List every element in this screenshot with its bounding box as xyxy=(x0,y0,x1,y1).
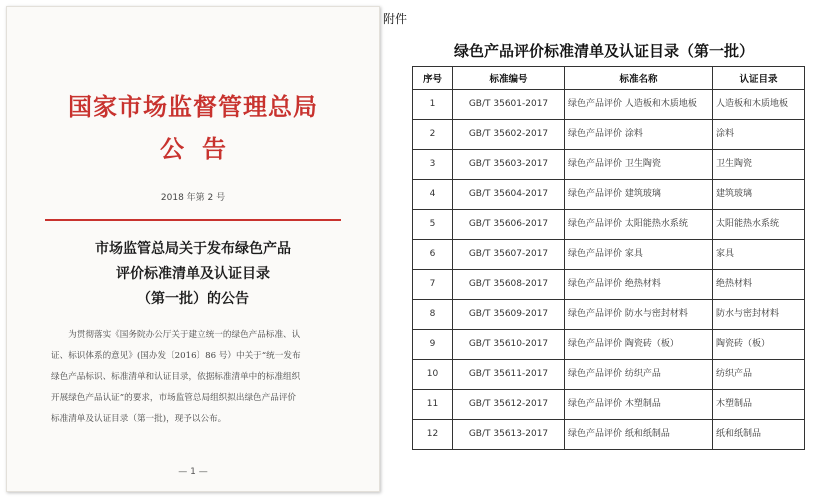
cell-name: 绿色产品评价 绝热材料 xyxy=(565,270,713,300)
cell-code: GB/T 35612-2017 xyxy=(453,390,565,420)
body-line: 标准清单及认证目录（第一批)，现予以公布。 xyxy=(51,414,227,424)
announcement-page xyxy=(6,6,380,492)
cell-no: 3 xyxy=(413,150,453,180)
document-title xyxy=(7,237,379,312)
cell-no: 8 xyxy=(413,300,453,330)
col-header-name: 标准名称 xyxy=(565,67,713,90)
page-number: — 1 — xyxy=(178,467,208,477)
cell-no: 7 xyxy=(413,270,453,300)
col-header-code: 标准编号 xyxy=(453,67,565,90)
title-line: 市场监管总局关于发布绿色产品 xyxy=(95,241,291,257)
table-row xyxy=(413,330,805,360)
body-line: 为贯彻落实《国务院办公厅关于建立统一的绿色产品标准、认 xyxy=(68,330,301,340)
cell-name: 绿色产品评价 纺织产品 xyxy=(565,360,713,390)
cell-name: 绿色产品评价 建筑玻璃 xyxy=(565,180,713,210)
cell-name: 绿色产品评价 家具 xyxy=(565,240,713,270)
cell-no: 11 xyxy=(413,390,453,420)
cell-code: GB/T 35611-2017 xyxy=(453,360,565,390)
cell-catalog: 防水与密封材料 xyxy=(713,300,805,330)
cell-code: GB/T 35602-2017 xyxy=(453,120,565,150)
cell-code: GB/T 35606-2017 xyxy=(453,210,565,240)
table-row xyxy=(413,120,805,150)
cell-code: GB/T 35603-2017 xyxy=(453,150,565,180)
cell-no: 5 xyxy=(413,210,453,240)
cell-no: 6 xyxy=(413,240,453,270)
cell-name: 绿色产品评价 太阳能热水系统 xyxy=(565,210,713,240)
cell-catalog: 陶瓷砖（板） xyxy=(713,330,805,360)
cell-code: GB/T 35604-2017 xyxy=(453,180,565,210)
col-header-catalog: 认证目录 xyxy=(713,67,805,90)
annex-label: 附件 xyxy=(383,12,408,26)
cell-catalog: 纺织产品 xyxy=(713,360,805,390)
document-number: 2018 年第 2 号 xyxy=(160,193,226,203)
body-line: 绿色产品标识、标准清单和认证目录，依据标准清单中的标准组织 xyxy=(51,372,301,382)
cell-catalog: 建筑玻璃 xyxy=(713,180,805,210)
cell-no: 1 xyxy=(413,90,453,120)
cell-catalog: 涂料 xyxy=(713,120,805,150)
table-row xyxy=(413,210,805,240)
cell-catalog: 卫生陶瓷 xyxy=(713,150,805,180)
cell-name: 绿色产品评价 木塑制品 xyxy=(565,390,713,420)
cell-catalog: 绝热材料 xyxy=(713,270,805,300)
cell-name: 绿色产品评价 人造板和木质地板 xyxy=(565,90,713,120)
cell-code: GB/T 35607-2017 xyxy=(453,240,565,270)
cell-no: 4 xyxy=(413,180,453,210)
cell-catalog: 木塑制品 xyxy=(713,390,805,420)
table-row xyxy=(413,420,805,450)
table-row xyxy=(413,240,805,270)
cell-catalog: 家具 xyxy=(713,240,805,270)
table-row xyxy=(413,300,805,330)
red-divider xyxy=(45,219,341,221)
cell-no: 2 xyxy=(413,120,453,150)
cell-no: 9 xyxy=(413,330,453,360)
cell-catalog: 太阳能热水系统 xyxy=(713,210,805,240)
table-row xyxy=(413,150,805,180)
cell-code: GB/T 35610-2017 xyxy=(453,330,565,360)
table-row xyxy=(413,90,805,120)
cell-name: 绿色产品评价 涂料 xyxy=(565,120,713,150)
cell-code: GB/T 35601-2017 xyxy=(453,90,565,120)
document-body xyxy=(51,325,339,430)
agency-name: 国家市场监督管理总局 xyxy=(68,92,318,121)
title-line: 评价标准清单及认证目录 xyxy=(116,266,270,282)
title-line: （第一批）的公告 xyxy=(137,291,249,307)
notice-label: 公告 xyxy=(160,134,244,163)
cell-name: 绿色产品评价 卫生陶瓷 xyxy=(565,150,713,180)
table-title: 绿色产品评价标准清单及认证目录（第一批） xyxy=(453,42,754,60)
col-header-no: 序号 xyxy=(413,67,453,90)
table-row xyxy=(413,180,805,210)
table-row xyxy=(413,360,805,390)
cell-code: GB/T 35613-2017 xyxy=(453,420,565,450)
cell-catalog: 人造板和木质地板 xyxy=(713,90,805,120)
table-header-row xyxy=(413,67,805,90)
body-line: 开展绿色产品认证”的要求，市场监管总局组织拟出绿色产品评价 xyxy=(51,393,297,403)
standards-table xyxy=(412,66,805,450)
cell-no: 10 xyxy=(413,360,453,390)
cell-no: 12 xyxy=(413,420,453,450)
cell-code: GB/T 35608-2017 xyxy=(453,270,565,300)
cell-code: GB/T 35609-2017 xyxy=(453,300,565,330)
cell-name: 绿色产品评价 防水与密封材料 xyxy=(565,300,713,330)
cell-name: 绿色产品评价 陶瓷砖（板） xyxy=(565,330,713,360)
table-row xyxy=(413,270,805,300)
cell-catalog: 纸和纸制品 xyxy=(713,420,805,450)
cell-name: 绿色产品评价 纸和纸制品 xyxy=(565,420,713,450)
table-row xyxy=(413,390,805,420)
body-line: 证、标识体系的意见》(国办发〔2016〕86 号）中关于“统一发布 xyxy=(51,351,301,361)
